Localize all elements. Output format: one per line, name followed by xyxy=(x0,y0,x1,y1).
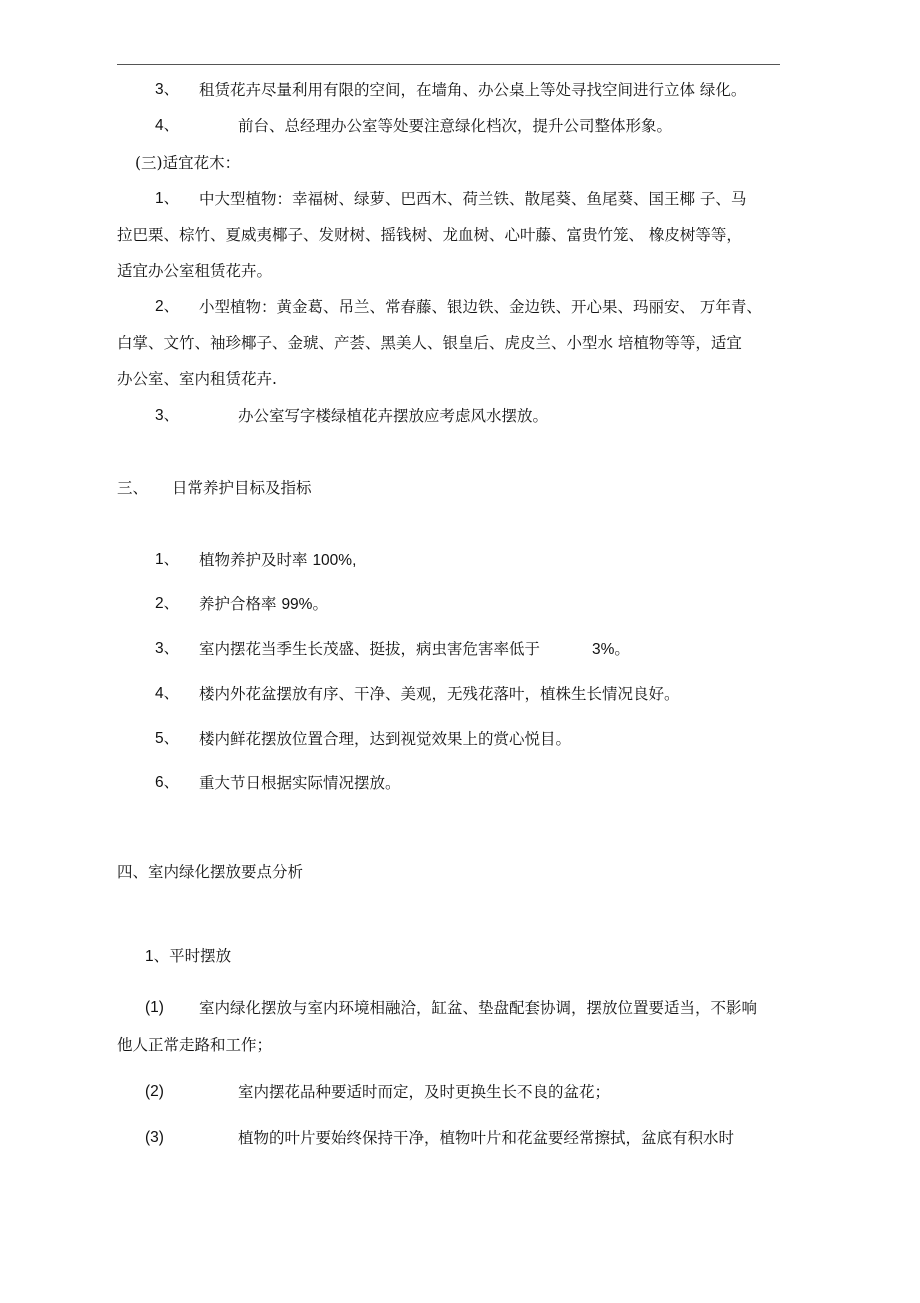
item-number: 5、 xyxy=(155,730,180,747)
item-number: 1、 xyxy=(155,190,180,207)
item-text-continued: 适宜办公室租赁花卉。 xyxy=(117,262,273,280)
item-number: 6、 xyxy=(155,774,180,791)
item-text: 室内摆花品种要适时而定，及时更换生长不良的盆花； xyxy=(238,1083,611,1101)
item-text: 植物的叶片要始终保持干净，植物叶片和花盆要经常擦拭，盆底有积水时 xyxy=(238,1129,735,1147)
item-text-continued: 拉巴栗、棕竹、夏威夷椰子、发财树、摇钱树、龙血树、心叶藤、富贵竹笼、 橡皮树等等， xyxy=(117,226,742,244)
item-number: 3、 xyxy=(155,407,180,424)
item-number: 1、 xyxy=(155,551,180,568)
subsection-heading: (三)适宜花木： xyxy=(135,154,241,172)
item-text: 租赁花卉尽量利用有限的空间，在墙角、办公桌上等处寻找空间进行立体 绿化。 xyxy=(199,81,747,99)
item-text: 重大节日根据实际情况摆放。 xyxy=(199,774,401,792)
item-text: 中大型植物：幸福树、绿萝、巴西木、荷兰铁、散尾葵、鱼尾葵、国王椰 子、马 xyxy=(199,190,747,208)
section-title: 四、室内绿化摆放要点分析 xyxy=(117,863,304,881)
item-text: 办公室写字楼绿植花卉摆放应考虑风水摆放。 xyxy=(238,407,549,425)
item-number: (3) xyxy=(145,1129,164,1146)
item-number: (1) xyxy=(145,999,164,1016)
item-text-continued: 他人正常走路和工作； xyxy=(117,1036,273,1054)
item-number: 2、 xyxy=(155,595,180,612)
item-text: 室内绿化摆放与室内环境相融洽，缸盆、垫盘配套协调，摆放位置要适当，不影响 xyxy=(199,999,758,1017)
item-number: 2、 xyxy=(155,298,180,315)
item-number: 4、 xyxy=(155,117,180,134)
item-number: (2) xyxy=(145,1083,164,1100)
item-number: 3、 xyxy=(155,640,180,657)
item-text: 楼内外花盆摆放有序、干净、美观，无残花落叶，植株生长情况良好。 xyxy=(199,685,680,703)
item-text: 植物养护及时率 100%, xyxy=(199,551,357,569)
item-text: 小型植物：黄金葛、吊兰、常春藤、银边铁、金边铁、开心果、玛丽安、 万年青、 xyxy=(199,298,762,316)
section-title: 日常养护目标及指标 xyxy=(172,479,312,497)
item-text: 前台、总经理办公室等处要注意绿化档次，提升公司整体形象。 xyxy=(238,117,673,135)
item-number: 4、 xyxy=(155,685,180,702)
item-text: 养护合格率 99%。 xyxy=(199,595,328,613)
section-number: 三、 xyxy=(117,479,149,497)
subsection-heading: 1、平时摆放 xyxy=(145,948,232,965)
item-text-continued: 白掌、文竹、袖珍椰子、金琥、产荟、黑美人、银皇后、虎皮兰、小型水 培植物等等，适宜 xyxy=(117,334,742,352)
header-rule xyxy=(117,64,780,65)
item-number: 3、 xyxy=(155,81,180,98)
item-text: 室内摆花当季生长茂盛、挺拔，病虫害危害率低于 3%。 xyxy=(199,640,630,658)
item-text: 楼内鲜花摆放位置合理，达到视觉效果上的赏心悦目。 xyxy=(199,730,572,748)
item-text-continued: 办公室、室内租赁花卉. xyxy=(117,370,277,388)
